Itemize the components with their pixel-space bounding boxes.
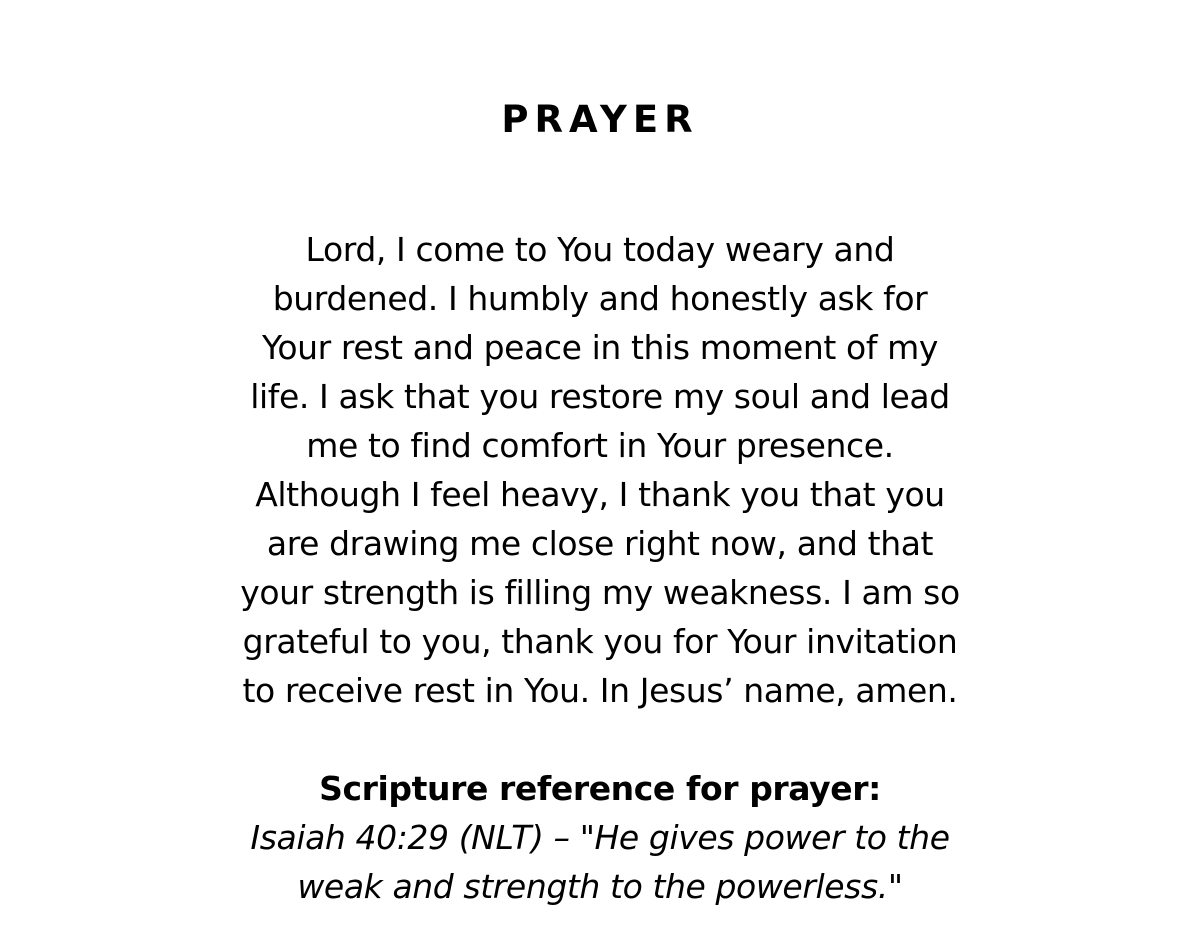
- prayer-line: grateful to you, thank you for Your invitation: [242, 622, 958, 661]
- prayer-line: Although I feel heavy, I thank you that you: [255, 475, 945, 514]
- prayer-line: Your rest and peace in this moment of my: [261, 328, 939, 367]
- scripture-heading: Scripture reference for prayer:: [319, 769, 881, 808]
- scripture-quote-line: weak and strength to the powerless.": [297, 867, 903, 906]
- prayer-line: to receive rest in You. In Jesus’ name, amen.: [242, 671, 958, 710]
- prayer-line: life. I ask that you restore my soul and lead: [250, 377, 950, 416]
- page-title: PRAYER: [501, 98, 699, 141]
- prayer-text: [0, 225, 1200, 715]
- prayer-line: burdened. I humbly and honestly ask for: [272, 279, 928, 318]
- scripture-quote: [0, 813, 1200, 911]
- prayer-line: are drawing me close right now, and that: [266, 524, 934, 563]
- scripture-quote-line: Isaiah 40:29 (NLT) – "He gives power to the: [250, 818, 950, 857]
- prayer-line: your strength is filling my weakness. I am so: [240, 573, 960, 612]
- prayer-line: me to find comfort in Your presence.: [306, 426, 894, 465]
- prayer-line: Lord, I come to You today weary and: [305, 230, 895, 269]
